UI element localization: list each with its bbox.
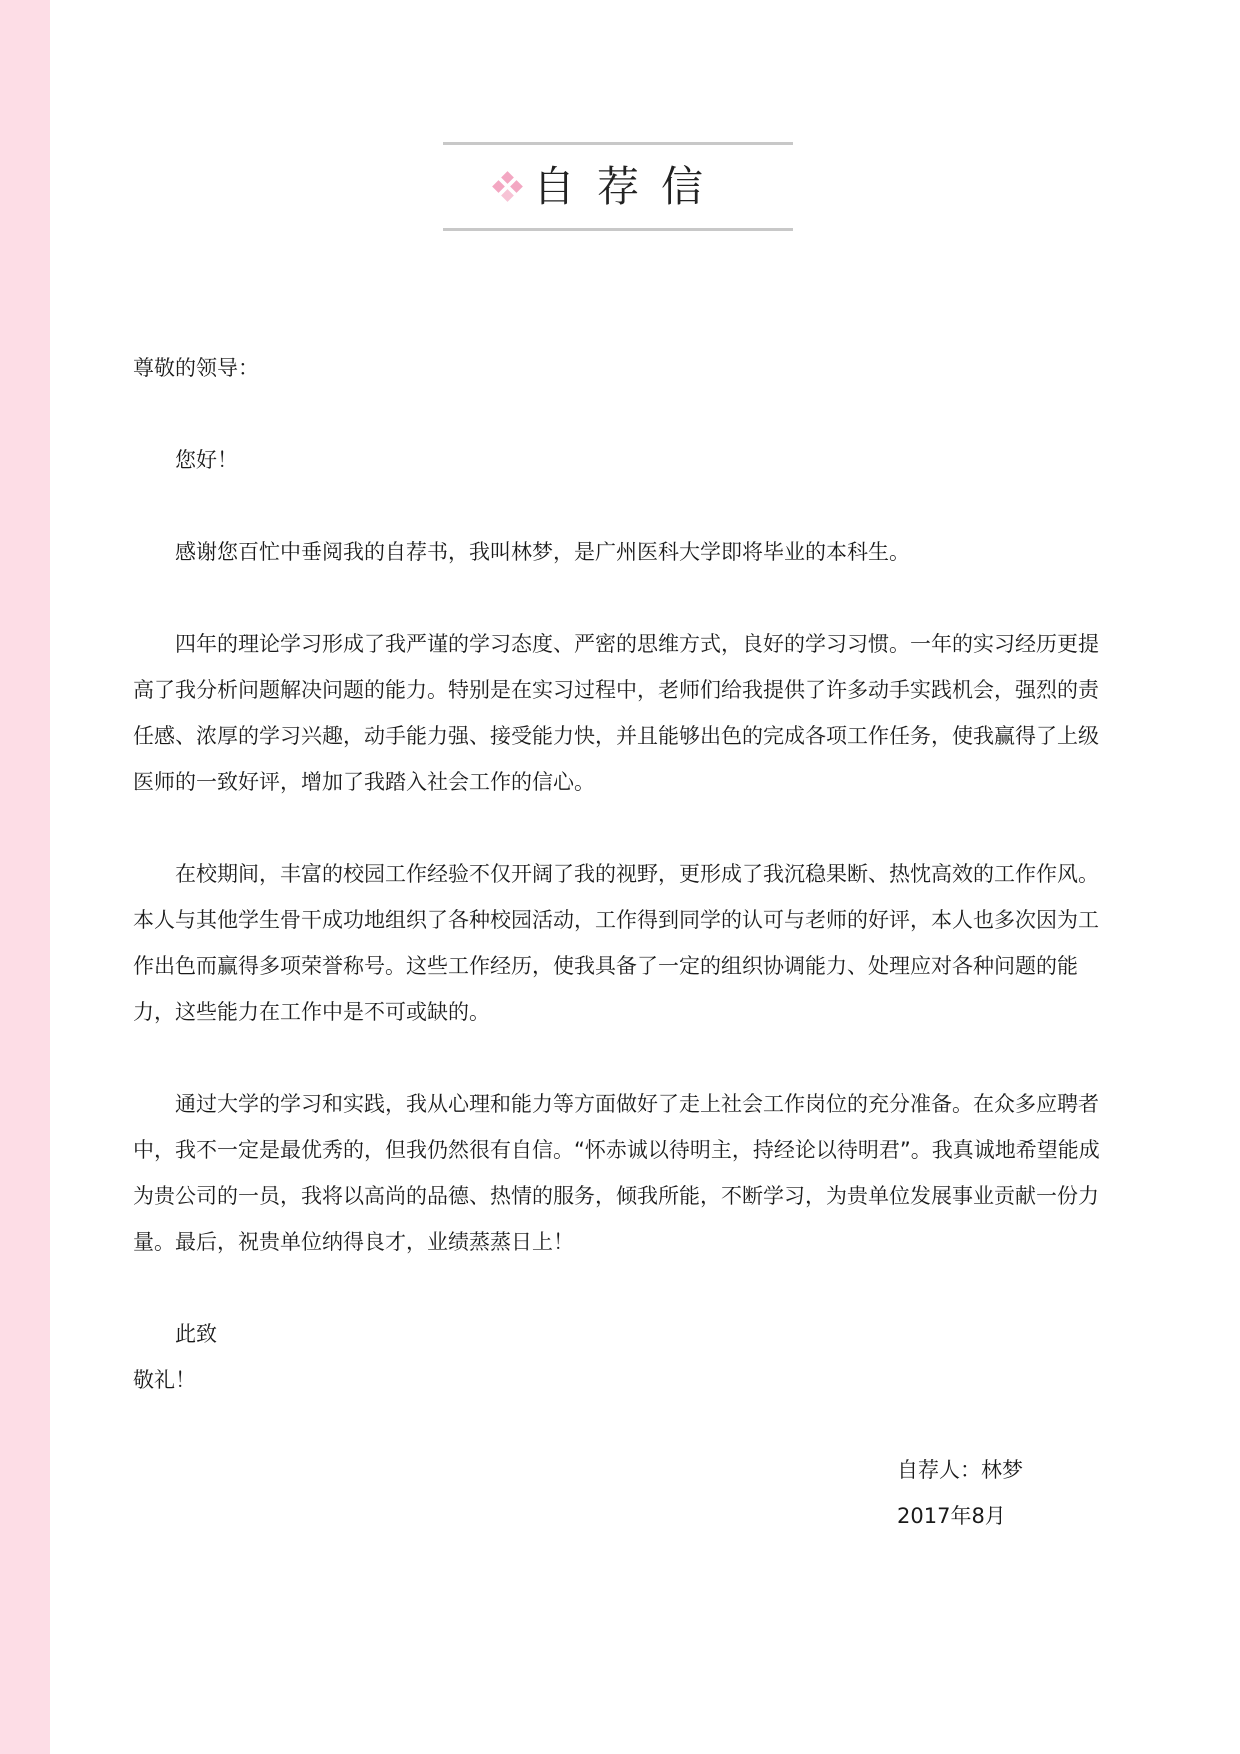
paragraph-2: 四年的理论学习形成了我严谨的学习态度、严密的思维方式，良好的学习习惯。一年的实习经历更提高了我分析问题解决问题的能力。特别是在实习过程中，老师们给我提供了许多动手实践机会，强烈的责任感、浓厚的学习兴趣，动手能力强、接受能力快，并且能够出色的完成各项工作任务，使我赢得了上级医师的一致好评，增加了我踏入社会工作的信心。 bbox=[133, 632, 1099, 794]
salutation: 尊敬的领导： bbox=[133, 356, 259, 380]
title-top-rule bbox=[443, 142, 793, 145]
regards: 敬礼！ bbox=[133, 1368, 196, 1392]
left-decorative-stripe bbox=[0, 0, 50, 1754]
letter-body bbox=[133, 345, 1115, 1403]
closing: 此致 bbox=[175, 1322, 217, 1346]
title-block bbox=[443, 142, 793, 232]
sender-name: 自荐人：林梦 bbox=[897, 1458, 1023, 1482]
title-row bbox=[493, 162, 725, 212]
letter-date: 2017年8月 bbox=[897, 1504, 1006, 1528]
paragraph-3: 在校期间，丰富的校园工作经验不仅开阔了我的视野，更形成了我沉稳果断、热忱高效的工作作风。本人与其他学生骨干成功地组织了各种校园活动，工作得到同学的认可与老师的好评，本人也多次因为工作出色而赢得多项荣誉称号。这些工作经历，使我具备了一定的组织协调能力、处理应对各种问题的能力，这些能力在工作中是不可或缺的。 bbox=[133, 862, 1099, 1024]
paragraph-1: 感谢您百忙中垂阅我的自荐书，我叫林梦，是广州医科大学即将毕业的本科生。 bbox=[175, 540, 910, 564]
diamond-cluster-icon bbox=[493, 172, 523, 202]
greeting: 您好！ bbox=[175, 448, 238, 472]
page-title: 自荐信 bbox=[533, 162, 726, 211]
signature-block bbox=[897, 1447, 1023, 1539]
title-bottom-rule bbox=[443, 228, 793, 231]
paragraph-4: 通过大学的学习和实践，我从心理和能力等方面做好了走上社会工作岗位的充分准备。在众多应聘者中，我不一定是最优秀的，但我仍然很有自信。“怀赤诚以待明主，持经论以待明君”。我真诚地希望能成为贵公司的一员，我将以高尚的品德、热情的服务，倾我所能，不断学习，为贵单位发展事业贡献一份力量。最后，祝贵单位纳得良才，业绩蒸蒸日上！ bbox=[133, 1092, 1100, 1254]
